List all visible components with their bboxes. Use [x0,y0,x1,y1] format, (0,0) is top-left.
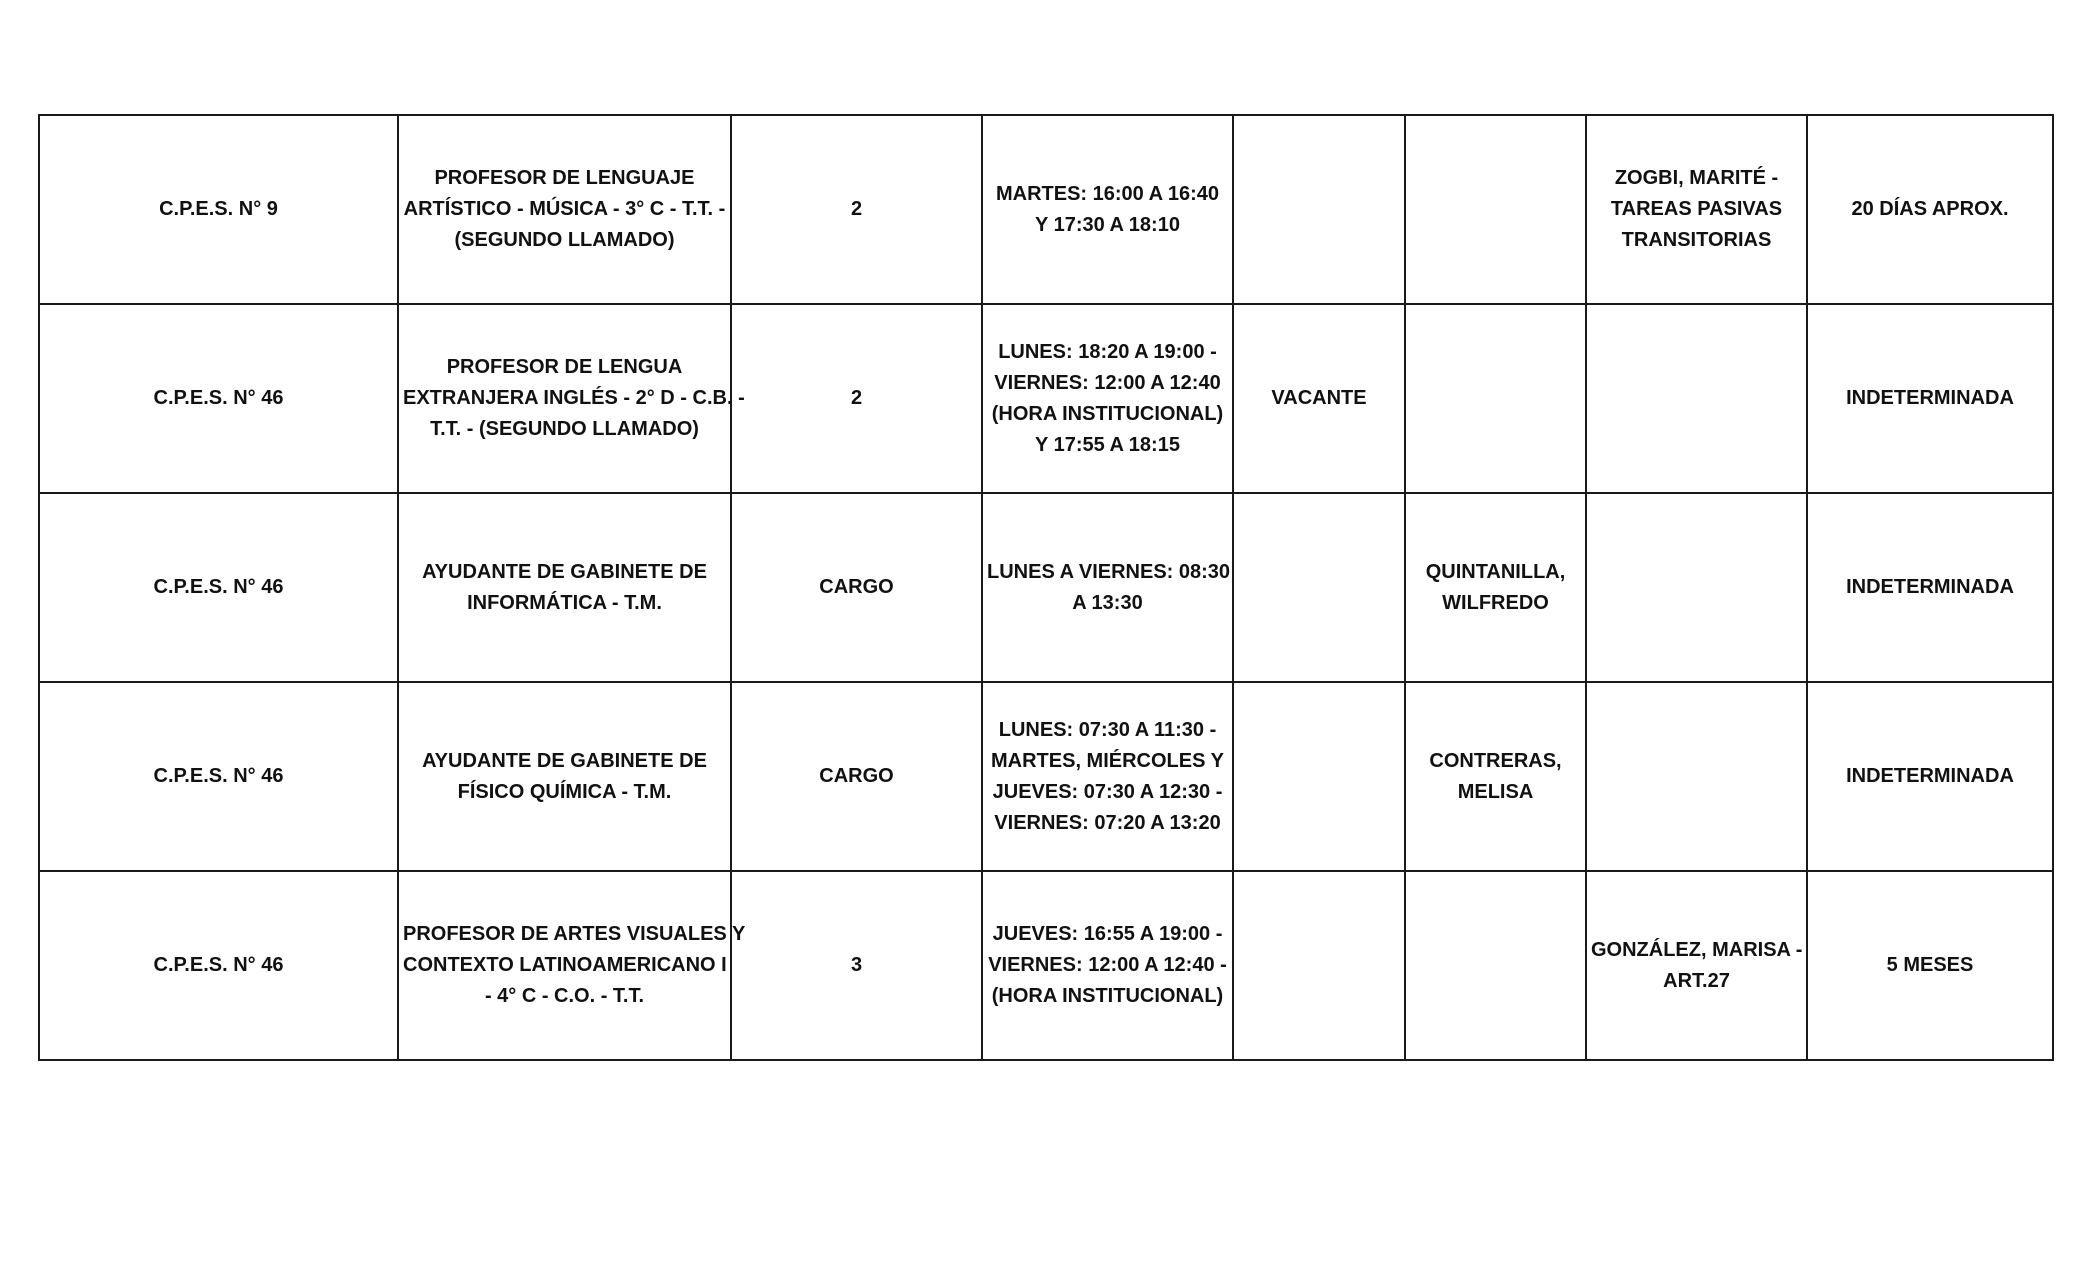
cell-duration [1807,304,2053,493]
cell-institution [39,493,398,682]
cell-text-line: C.P.E.S. N° 9 [159,198,278,220]
cell-text-line: C.P.E.S. N° 46 [153,576,284,598]
cell-text-line: INDETERMINADA [1846,387,2014,409]
cell-institution [39,682,398,871]
cell-text-line: 2 [850,387,863,409]
cell-hours [731,871,982,1060]
cell-hours [731,682,982,871]
cell-position [398,871,746,1060]
cell-text-line: 5 MESES [1886,954,1974,976]
cell-text-line: PROFESOR DE ARTES VISUALES Y [403,923,746,945]
cell-duration [1807,682,2053,871]
cell-text-line: ART.27 [1663,969,1730,992]
cell-replaced [1586,304,1807,493]
cell-text-line: 2 [850,198,863,220]
cell-replaced [1586,493,1807,682]
cell-text-line: PROFESOR DE LENGUA [446,356,683,378]
table-body [39,115,2053,1060]
table-row [39,493,2053,682]
cell-situation [1233,304,1405,493]
cell-text-line: C.P.E.S. N° 46 [153,954,284,976]
cell-text-line: JUEVES: 07:30 A 12:30 - [992,780,1223,803]
table-row [39,871,2053,1060]
cell-text-line: LUNES: 07:30 A 11:30 - [998,718,1217,741]
cell-text-line: QUINTANILLA, [1425,560,1566,583]
cell-duration [1807,871,2053,1060]
cell-text-line: VIERNES: 07:20 A 13:20 [994,811,1221,834]
cell-schedule [982,493,1233,682]
cell-text-line: CONTRERAS, [1429,749,1562,772]
cell-text-line: MARTES: 16:00 A 16:40 [995,182,1220,205]
cell-text-line: WILFREDO [1442,591,1549,614]
cell-text-line: MELISA [1457,780,1534,803]
cell-text-line: TAREAS PASIVAS [1610,198,1783,220]
cell-text-line: VIERNES: 12:00 A 12:40 [994,371,1221,394]
cell-text-line: MARTES, MIÉRCOLES Y [991,749,1224,772]
cell-hours [731,493,982,682]
cell-text-line: (HORA INSTITUCIONAL) [991,985,1224,1007]
cell-duration [1807,115,2053,304]
cell-position [398,304,745,493]
cell-situation [1233,115,1405,304]
cell-text-line: C.P.E.S. N° 46 [153,387,284,409]
cell-schedule [982,682,1233,871]
cell-text-line: INDETERMINADA [1846,765,2014,787]
cell-situation [1233,493,1405,682]
table-row [39,115,2053,304]
cell-text-line: PROFESOR DE LENGUAJE [434,167,695,189]
cell-position [398,115,731,304]
cell-text-line: CARGO [819,765,894,787]
cell-schedule [982,115,1233,304]
cell-institution [39,115,398,304]
cell-holder [1405,304,1586,493]
cell-text-line: 20 DÍAS APROX. [1851,198,2009,220]
cell-text-line: TRANSITORIAS [1621,229,1772,251]
cell-text-line: ARTÍSTICO - MÚSICA - 3° C - T.T. - [403,198,726,220]
cell-text-line: VACANTE [1271,387,1367,409]
cell-position [398,493,731,682]
cell-text-line: FÍSICO QUÍMICA - T.M. [457,780,672,803]
cell-text-line: VIERNES: 12:00 A 12:40 - [988,954,1227,976]
cell-text-line: EXTRANJERA INGLÉS - 2° D - C.B. - [403,387,745,409]
cell-text-line: A 13:30 [1072,591,1143,614]
cell-replaced [1586,115,1807,304]
cell-position [398,682,731,871]
cell-text-line: (SEGUNDO LLAMADO) [454,229,675,251]
cell-hours [731,115,982,304]
cell-hours [731,304,982,493]
cell-text-line: CARGO [819,576,894,598]
cell-text-line: C.P.E.S. N° 46 [153,765,284,787]
cell-schedule [982,304,1233,493]
cell-text-line: T.T. - (SEGUNDO LLAMADO) [430,418,699,440]
cell-situation [1233,871,1405,1060]
cell-duration [1807,493,2053,682]
vacancy-table [38,114,2054,1061]
cell-holder [1405,682,1586,871]
cell-holder [1405,493,1586,682]
cell-text-line: Y 17:30 A 18:10 [1035,213,1180,236]
cell-text-line: - 4° C - C.O. - T.T. [484,985,645,1007]
cell-text-line: AYUDANTE DE GABINETE DE [422,560,707,583]
cell-text-line: CONTEXTO LATINOAMERICANO I [403,954,727,976]
cell-text-line: 3 [850,954,863,976]
cell-text-line: AYUDANTE DE GABINETE DE [422,749,707,772]
cell-schedule [982,871,1233,1060]
cell-situation [1233,682,1405,871]
cell-text-line: GONZÁLEZ, MARISA - [1591,938,1803,961]
cell-text-line: LUNES: 18:20 A 19:00 - [998,340,1217,363]
cell-institution [39,871,398,1060]
cell-holder [1405,115,1586,304]
cell-holder [1405,871,1586,1060]
table-row [39,682,2053,871]
cell-text-line: (HORA INSTITUCIONAL) [991,402,1224,425]
cell-text-line: ZOGBI, MARITÉ - [1614,167,1779,189]
cell-text-line: Y 17:55 A 18:15 [1035,433,1180,456]
cell-text-line: INFORMÁTICA - T.M. [467,591,662,614]
cell-replaced [1586,871,1807,1060]
cell-text-line: INDETERMINADA [1846,576,2014,598]
cell-text-line: JUEVES: 16:55 A 19:00 - [992,923,1223,945]
cell-replaced [1586,682,1807,871]
cell-institution [39,304,398,493]
cell-text-line: LUNES A VIERNES: 08:30 [987,560,1231,583]
table-row [39,304,2053,493]
